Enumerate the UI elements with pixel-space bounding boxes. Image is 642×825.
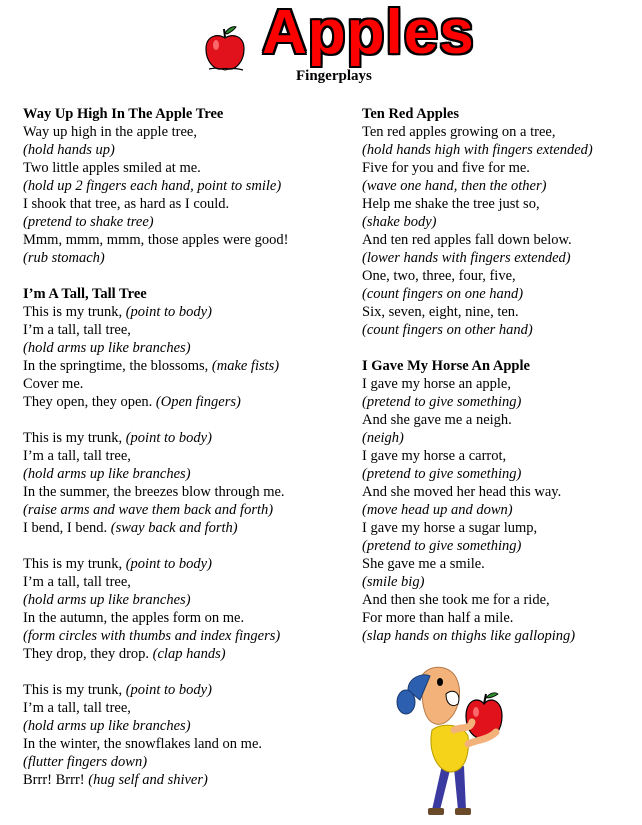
poem-title: I’m A Tall, Tall Tree [23,286,147,302]
action-instruction: (Open fingers) [155,394,241,410]
action-instruction: (smile big) [362,574,425,590]
action-instruction: (sway back and forth) [110,520,238,536]
verse-line: One, two, three, four, five, [362,268,516,284]
verse-text: This is my trunk, [23,682,126,698]
action-instruction: (clap hands) [152,646,226,662]
verse-line: I gave my horse a sugar lump, [362,520,538,536]
action-instruction: (lower hands with fingers extended) [362,250,571,266]
action-instruction: (count fingers on other hand) [362,322,533,338]
verse-line: Five for you and five for me. [362,160,530,176]
verse-line [23,393,343,411]
right-column [362,105,632,645]
stanza-gap [23,411,343,429]
verse-line: I’m a tall, tall tree, [23,322,131,338]
verse-text: They open, they open. [23,394,156,410]
verse-line: I shook that tree, as hard as I could. [23,196,230,212]
action-instruction: (raise arms and wave them back and forth) [23,502,274,518]
action-instruction: (rub stomach) [23,250,105,266]
action-instruction: (hold hands high with fingers extended) [362,142,593,158]
stanza-gap [362,339,632,357]
verse-line: And she gave me a neigh. [362,412,512,428]
action-instruction: (point to body) [125,304,212,320]
verse-line: And ten red apples fall down below. [362,232,572,248]
action-instruction: (point to body) [125,430,212,446]
action-instruction: (pretend to give something) [362,538,522,554]
verse-line: I gave my horse an apple, [362,376,511,392]
verse-line: And she moved her head this way. [362,484,562,500]
verse-line: I’m a tall, tall tree, [23,574,131,590]
stanza-gap [23,537,343,555]
action-instruction: (hold arms up like branches) [23,466,191,482]
poem-title: Way Up High In The Apple Tree [23,106,224,122]
verse-line: In the summer, the breezes blow through me. [23,484,285,500]
verse-line: Ten red apples growing on a tree, [362,124,556,140]
verse-text: This is my trunk, [23,556,126,572]
action-instruction: (hold hands up) [23,142,115,158]
action-instruction: (move head up and down) [362,502,513,518]
verse-line: Cover me. [23,376,84,392]
action-instruction: (hold arms up like branches) [23,592,191,608]
action-instruction: (hold arms up like branches) [23,718,191,734]
stanza-gap [23,663,343,681]
action-instruction: (point to body) [125,556,212,572]
verse-line: I’m a tall, tall tree, [23,700,131,716]
verse-line [23,681,343,699]
verse-line [23,555,343,573]
action-instruction: (hug self and shiver) [88,772,208,788]
action-instruction: (pretend to give something) [362,466,522,482]
action-instruction: (form circles with thumbs and index fingers) [23,628,281,644]
poem-title: I Gave My Horse An Apple [362,358,530,374]
verse-line: I’m a tall, tall tree, [23,448,131,464]
verse-line: And then she took me for a ride, [362,592,550,608]
verse-line [23,645,343,663]
verse-text: I bend, I bend. [23,520,111,536]
verse-text: They drop, they drop. [23,646,153,662]
action-instruction: (count fingers on one hand) [362,286,524,302]
verse-line: In the autumn, the apples form on me. [23,610,245,626]
action-instruction: (pretend to shake tree) [23,214,154,230]
action-instruction: (wave one hand, then the other) [362,178,547,194]
verse-line [23,303,343,321]
verse-line: Help me shake the tree just so, [362,196,540,212]
action-instruction: (point to body) [125,682,212,698]
verse-line [23,429,343,447]
poem-title: Ten Red Apples [362,106,459,122]
verse-line: I gave my horse a carrot, [362,448,507,464]
verse-line: For more than half a mile. [362,610,514,626]
apple-icon [203,25,247,73]
verse-text: This is my trunk, [23,430,126,446]
verse-line [23,771,343,789]
verse-line [23,357,343,375]
page-subtitle: Fingerplays [296,68,372,84]
verse-line [23,519,343,537]
action-instruction: (slap hands on thighs like galloping) [362,628,576,644]
page-title: Apples [262,0,475,67]
action-instruction: (hold up 2 fingers each hand, point to smile) [23,178,282,194]
action-instruction: (neigh) [362,430,404,446]
action-instruction: (flutter fingers down) [23,754,148,770]
action-instruction: (hold arms up like branches) [23,340,191,356]
stanza-gap [23,267,343,285]
verse-line: Way up high in the apple tree, [23,124,197,140]
left-column [23,105,343,789]
action-instruction: (make fists) [211,358,280,374]
verse-line: Mmm, mmm, mmm, those apples were good! [23,232,289,248]
verse-text: This is my trunk, [23,304,126,320]
verse-line: Six, seven, eight, nine, ten. [362,304,519,320]
verse-text: In the springtime, the blossoms, [23,358,212,374]
action-instruction: (pretend to give something) [362,394,522,410]
action-instruction: (shake body) [362,214,437,230]
child-eating-apple-illustration [392,660,522,820]
verse-line: Two little apples smiled at me. [23,160,201,176]
verse-text: Brrr! Brrr! [23,772,89,788]
verse-line: In the winter, the snowflakes land on me. [23,736,263,752]
page-header [0,0,642,100]
verse-line: She gave me a smile. [362,556,485,572]
